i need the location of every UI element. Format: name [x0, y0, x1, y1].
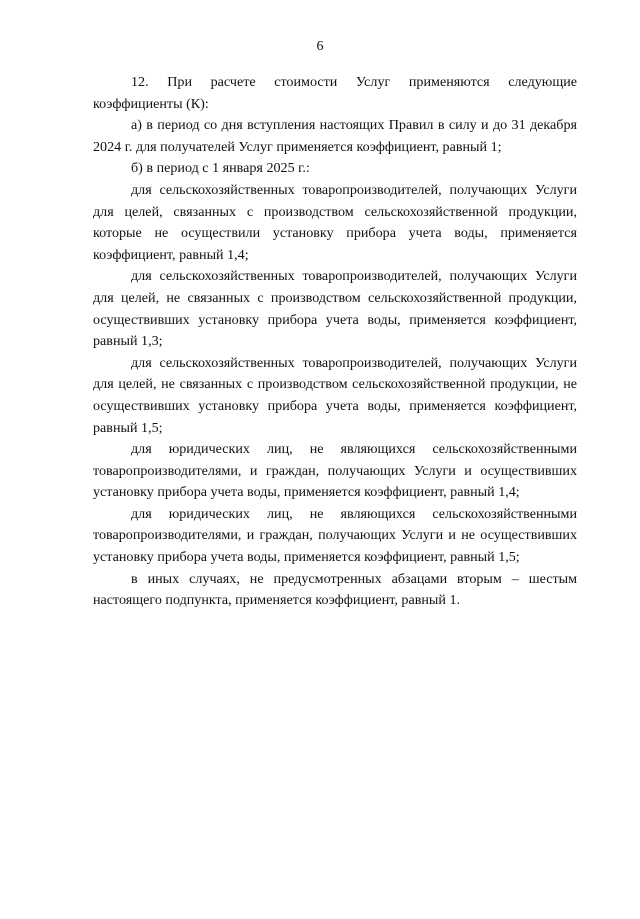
page-number: 6	[316, 39, 324, 54]
paragraph-agri-producers-other-no-meter: для сельскохозяйственных товаропроизводителей, получающих Услуги для целей, не связанных с производством сельскохозяйственной продукции, не осуществивших установку прибора учета воды, применяется коэффициент, равный 1,5;	[93, 354, 577, 436]
paragraph-other-cases: в иных случаях, не предусмотренных абзацами вторым – шестым настоящего подпункта, применяется коэффициент, равный 1.	[93, 570, 577, 609]
paragraph-legal-entities-with-meter: для юридических лиц, не являющихся сельскохозяйственными товаропроизводителями, и граждан, получающих Услуги и осуществивших установку прибора учета воды, применяется коэффициент, равный 1,4;	[93, 441, 577, 501]
paragraph-coefficients-intro: 12. При расчете стоимости Услуг применяются следующие коэффициенты (К):	[93, 74, 577, 112]
paragraph-legal-entities-no-meter: для юридических лиц, не являющихся сельскохозяйственными товаропроизводителями, и граждан, получающих Услуги и не осуществивших установку прибора учета воды, применяется коэффициент, равный 1,5;	[93, 505, 577, 566]
paragraph-period-b: б) в период с 1 января 2025 г.:	[131, 160, 310, 177]
paragraph-period-a: а) в период со дня вступления настоящих Правил в силу и до 31 декабря 2024 г. для получателей Услуг применяется коэффициент, равный 1;	[93, 117, 577, 155]
document-body	[93, 72, 577, 612]
paragraph-agri-producers-other-with-meter: для сельскохозяйственных товаропроизводителей, получающих Услуги для целей, не связанных с производством сельскохозяйственной продукции, осуществивших установку прибора учета воды, применяется коэффициент, равный 1,3;	[93, 268, 577, 350]
paragraph-agri-producers-no-meter: для сельскохозяйственных товаропроизводителей, получающих Услуги для целей, связанных с производством сельскохозяйственной продукции, которые не осуществили установку прибора учета воды, применяется коэффициент, равный 1,4;	[93, 181, 577, 263]
